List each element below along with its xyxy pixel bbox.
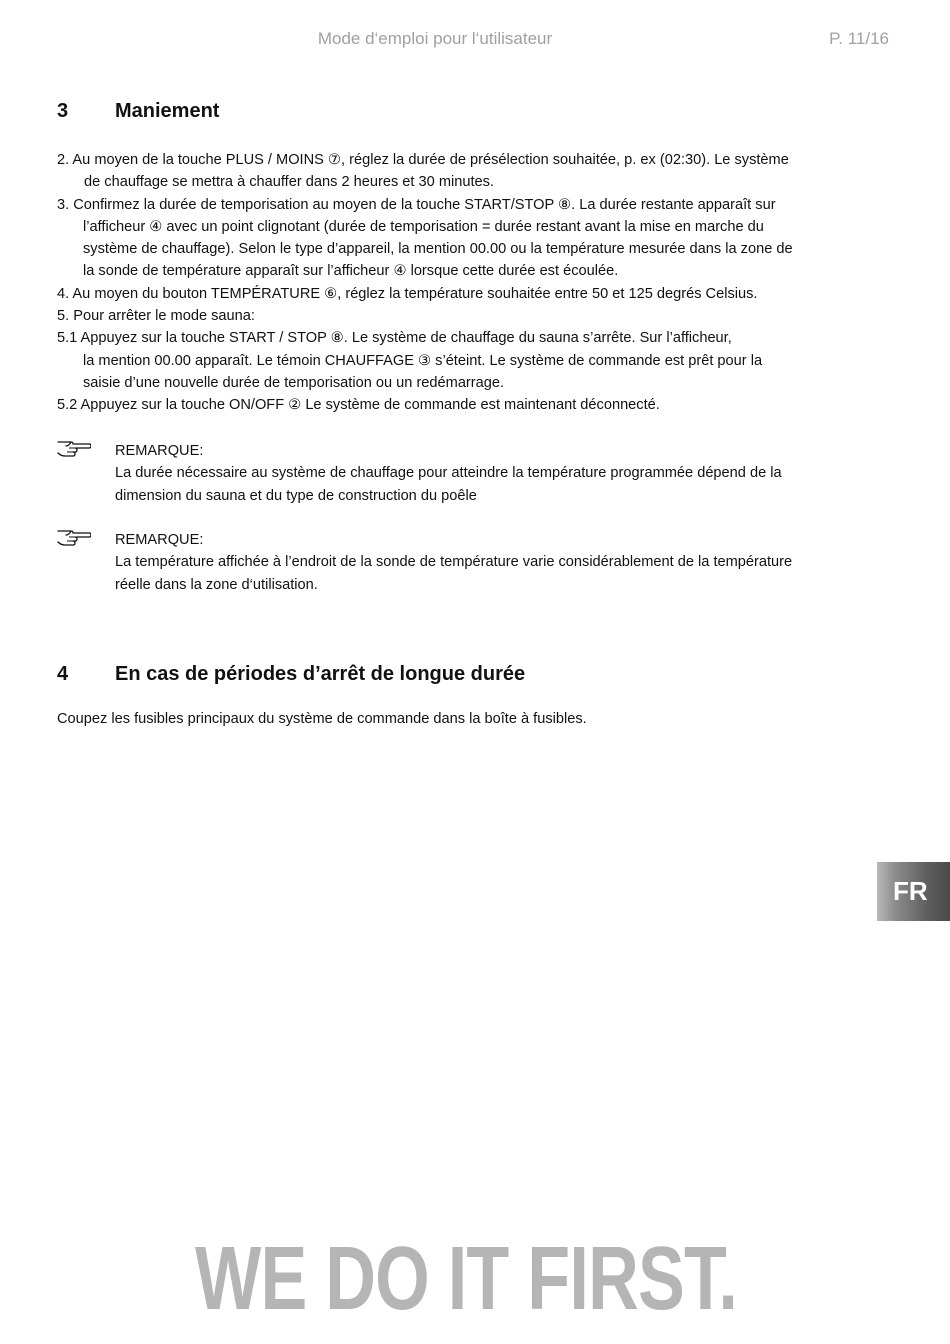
- note-label: REMARQUE:: [115, 443, 204, 459]
- section-4-text: Coupez les fusibles principaux du système de commande dans la boîte à fusibles.: [57, 711, 587, 727]
- language-tab: FR: [877, 862, 950, 921]
- section-4-heading: [57, 663, 525, 686]
- step-line: 5. Pour arrêter le mode sauna:: [57, 308, 255, 325]
- page-number: P. 11/16: [829, 29, 889, 48]
- note-text: La durée nécessaire au système de chauffage pour atteindre la température programmée dépend de la: [115, 465, 782, 482]
- instruction-list: [57, 149, 857, 417]
- brand-slogan: WE DO IT FIRST.: [195, 1229, 738, 1329]
- section-4-number: 4: [57, 663, 69, 685]
- step-line: l’afficheur ④ avec un point clignotant (durée de temporisation = durée restant avant la mise en marche du: [83, 218, 764, 235]
- step-line: 2. Au moyen de la touche PLUS / MOINS ⑦, réglez la durée de présélection souhaitée, p. ex (02:30). Le système: [57, 152, 789, 168]
- step-line: système de chauffage). Selon le type d’appareil, la mention 00.00 ou la température mesurée dans la zone de: [83, 241, 793, 258]
- pointing-hand-icon: [57, 526, 91, 548]
- section-3-heading: [57, 100, 219, 123]
- step-line: la mention 00.00 apparaît. Le témoin CHAUFFAGE ③ s’éteint. Le système de commande est prêt pour la: [83, 352, 763, 369]
- step-line: 3. Confirmez la durée de temporisation au moyen de la touche START/STOP ⑧. La durée restante apparaît sur: [57, 196, 776, 213]
- section-3-title: Maniement: [115, 100, 220, 122]
- section-4-title: En cas de périodes d’arrêt de longue durée: [115, 663, 526, 685]
- note-text: La température affichée à l’endroit de la sonde de température varie considérablement de la température: [115, 554, 793, 571]
- note-text: dimension du sauna et du type de construction du poêle: [115, 487, 477, 504]
- step-line: 4. Au moyen du bouton TEMPÉRATURE ⑥, réglez la température souhaitée entre 50 et 125 degrés Celsius.: [57, 285, 758, 302]
- step-line: 5.1 Appuyez sur la touche START / STOP ⑧. Le système de chauffage du sauna s’arrête. Sur l’afficheur,: [57, 330, 732, 347]
- note-label: REMARQUE:: [115, 532, 204, 548]
- document-header-title: Mode d‘emploi pour l‘utilisateur: [317, 29, 553, 48]
- pointing-hand-icon: [57, 437, 91, 459]
- note-text: réelle dans la zone d‘utilisation.: [115, 576, 318, 593]
- step-line: 5.2 Appuyez sur la touche ON/OFF ② Le système de commande est maintenant déconnecté.: [57, 397, 660, 414]
- step-line: la sonde de température apparaît sur l’afficheur ④ lorsque cette durée est écoulée.: [83, 263, 619, 280]
- step-line: saisie d’une nouvelle durée de temporisation ou un redémarrage.: [83, 374, 505, 391]
- step-line: de chauffage se mettra à chauffer dans 2 heures et 30 minutes.: [84, 174, 494, 191]
- section-3-number: 3: [57, 100, 69, 122]
